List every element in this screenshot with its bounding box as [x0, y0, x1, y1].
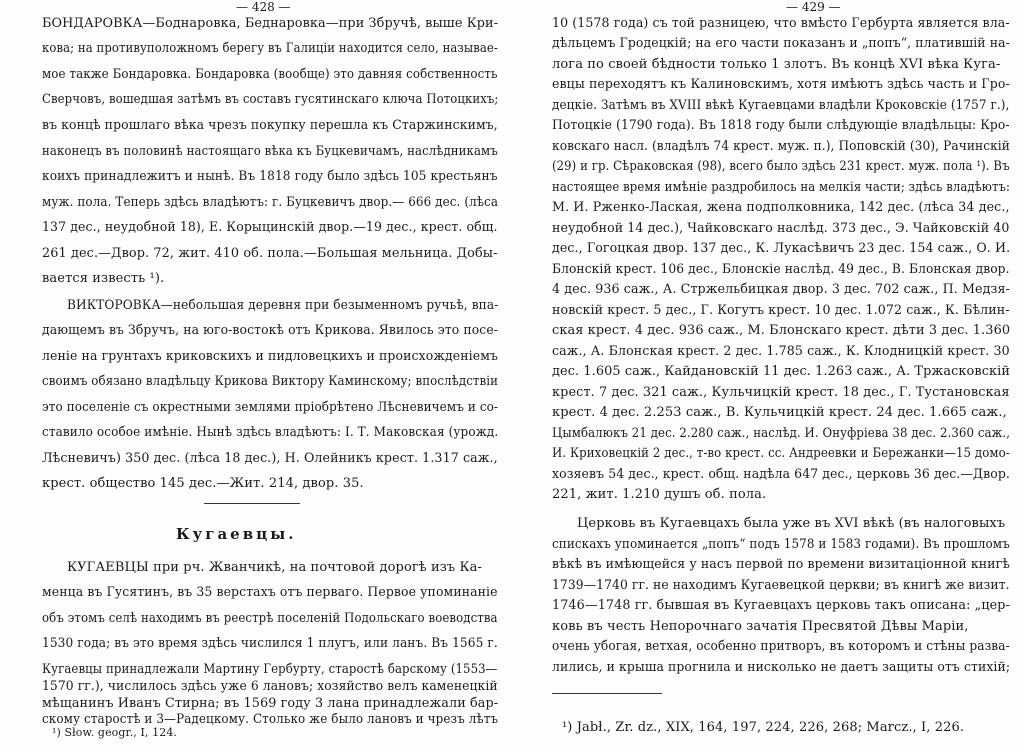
text-line: 221, жит. 1.210 душъ об. пола.: [552, 487, 767, 502]
text-line: очень убогая, ветхая, особенно притворъ, въ которомъ и стѣны развa-: [552, 639, 1010, 654]
text-line: неудобной 14 дес.), Чайковскаго наслѣд. 373 дес., Э. Чайковскій 40: [552, 221, 1010, 236]
text-line: крест. 7 дес. 321 саж., Кульчицкій крест. 18 дес., Г. Тустановская: [552, 385, 1010, 400]
text-line: Сверчовъ, вошедшая затѣмъ въ составъ гусятинскаго ключа Потоцкихъ;: [42, 92, 499, 107]
text-line: ская крест. 4 дес. 936 саж., М. Блонскаго крест. дѣти 3 дес. 1.360: [552, 323, 1011, 338]
text-line: ковь въ честь Непорочнаго зачатія Пресвятой Дѣвы Маріи,: [552, 619, 969, 634]
footnote: ¹) Jabł., Zr. dz., XIX, 164, 197, 224, 226, 268; Marcz., I, 226.: [562, 720, 965, 735]
text-line: БОНДАРОВКА—Боднаровка, Беднаровка—при Збручѣ, выше Кри-: [42, 16, 499, 31]
right-page: [512, 0, 1024, 751]
text-line: спискахъ упоминается „попъ“ подъ 1578 и 1583 годами). Въ прошломъ: [552, 537, 1010, 552]
text-line: 4 дес. 936 саж., А. Стржельбицкая двор. 3 дес. 702 саж., П. Медзя-: [552, 282, 1010, 297]
text-line: Кугаевцы принадлежали Мартину Гербурту, старостѣ барскому (1553—: [42, 662, 498, 677]
text-line: 261 дес.—Двор. 72, жит. 410 об. пола.—Большая мельница. Добы-: [42, 246, 498, 261]
text-line: хозяевъ 54 дес., крест. общ. надѣла 647 дес., церковь 36 дес.—Двор.: [552, 467, 1010, 482]
section-divider: [204, 503, 300, 504]
text-line: въ концѣ прошлаго вѣка чрезъ покупку перешла къ Старжинскимъ,: [42, 118, 498, 133]
page-number: — 429 —: [786, 0, 841, 14]
text-line: настоящее время имѣніе раздробилось на мелкія части; здѣсь владѣютъ:: [552, 180, 1011, 195]
text-line: коихъ принадлежитъ и нынѣ. Въ 1818 году было здѣсь 105 крестьянъ: [42, 169, 498, 184]
text-line: своимъ обязано владѣльцу Крикова Виктору Каминскому; впослѣдствіи: [42, 374, 499, 389]
text-line: М. И. Рженко-Лаская, жена подполковника, 142 дес. (лѣса 34 дес.,: [552, 200, 1010, 215]
text-line: крест. 4 дес. 2.253 саж., В. Кульчицкій крест. 24 дес. 1.665 саж.,: [552, 405, 1007, 420]
text-line: вается известь ¹).: [42, 271, 165, 286]
text-line: (29) и гр. Сѣраковская (98), всего было здѣсь 231 крест. муж. пола ¹). Въ: [552, 159, 1010, 174]
text-line: вѣкѣ въ имѣющейся у насъ первой по времени визитаціонной книгѣ: [552, 557, 1010, 572]
text-line: дѣльцемъ Гродецкій; на его части показанъ и „попъ“, платившій на-: [552, 36, 1010, 51]
text-line: лились, и крыша прогнила и нисколько не даетъ защиты отъ стихій;: [552, 660, 1011, 675]
text-line: дес., Гогоцкая двор. 137 дес., К. Лукасѣвичъ 23 дес. 154 саж., О. И.: [552, 241, 1011, 256]
footnote: ¹) Słow. geogr., I, 124.: [52, 726, 178, 739]
text-line: 10 (1578 года) съ той разницею, что вмѣсто Гербурта является вла-: [552, 16, 1010, 31]
footnote-divider: [552, 693, 662, 694]
text-line: леніе на грунтахъ криковскихъ и пидловецкихъ и происхожденіемъ: [42, 349, 499, 364]
text-line: крест. общество 145 дес.—Жит. 214, двор. 35.: [42, 476, 364, 491]
text-line: скому старостѣ и 3—Радецкому. Столько же было лановъ и чрезъ лѣтъ: [42, 713, 499, 726]
text-line: новскій крест. 5 дес., Г. Когутъ крест. 10 дес. 1.072 саж., К. Бѣлин-: [552, 303, 1010, 318]
text-line: ВИКТОРОВКА—небольшая деревня при безыменномъ ручьѣ, впа-: [67, 298, 499, 313]
text-line: Потоцкіе (1790 года). Въ 1818 году были слѣдующіе владѣльцы: Кро-: [552, 118, 1010, 133]
text-line: Лѣсневичъ) 350 дес. (лѣса 18 дес.), Н. Олейникъ крест. 1.317 саж.,: [42, 451, 498, 466]
text-line: децкіе. Затѣмъ въ XVIII вѣкѣ Кугаевцами владѣли Кроковскіе (1757 г.),: [552, 98, 1010, 113]
text-line: Блонскій крест. 106 дес., Блонскіе наслѣд. 49 дес., В. Блонская двор.: [552, 262, 1010, 277]
text-line: евцы переходятъ къ Калиновскимъ, хотя имѣютъ здѣсь часть и Гро-: [552, 77, 1010, 92]
text-line: менца въ Гусятинъ, въ 35 верстахъ отъ перваго. Первое упоминаніе: [42, 585, 498, 600]
text-line: И. Криховецкій 2 дес., т-во крест. сс. Андреевки и Бережанки—15 домо-: [552, 446, 1010, 461]
text-line: 1530 года; въ это время здѣсь числился 1 плугъ, или ланъ. Въ 1565 г.: [42, 636, 498, 651]
section-title: Кугаевцы.: [176, 525, 297, 543]
page-number: — 428 —: [236, 0, 291, 14]
text-line: 1746—1748 гг. бывшая въ Кугаевцахъ церковь такъ описана: „цер-: [552, 598, 1010, 613]
text-line: дающемъ въ Збручъ, на юго-востокѣ отъ Крикова. Явилось это посе-: [42, 323, 499, 338]
text-line: 1739—1740 гг. не находимъ Кугаевецкой церкви; въ книгѣ же визит.: [552, 578, 1010, 593]
text-line: наконецъ въ половинѣ настоящаго вѣка къ Буцкевичамъ, наслѣдникамъ: [42, 144, 498, 159]
text-line: это поселеніе съ окрестными землями пріобрѣтено Лѣсневичемъ и со-: [42, 400, 499, 415]
text-line: муж. пола. Теперь здѣсь владѣютъ: г. Буцкевичъ двор.— 666 дес. (лѣса: [42, 195, 499, 210]
text-line: КУГАЕВЦЫ при рч. Жванчикѣ, на почтовой дорогѣ изъ Ка-: [67, 560, 483, 575]
text-line: Цымбалюкъ 21 дес. 2.280 саж., наслѣд. И. Онуфріева 38 дес. 2.360 саж.,: [552, 426, 1011, 441]
text-line: ковскаго насл. (владѣлъ 74 крест. муж. п.), Поповскій (30), Рачинскій: [552, 139, 1010, 154]
text-line: лога по своей бѣдности только 1 злотъ. Въ концѣ XVI вѣка Куга-: [552, 57, 1001, 72]
text-line: мое также Бондаровка. Бондаровка (вообще) это давняя собственность: [42, 67, 498, 82]
text-line: объ этомъ селѣ находимъ въ реестрѣ поселеній Подольскаго воеводства: [42, 611, 498, 626]
text-line: Церковь въ Кугаевцахъ была уже въ XVI вѣкѣ (въ налоговыхъ: [577, 516, 1006, 531]
text-line: мѣщанинъ Иванъ Стирна; въ 1569 году 3 лана принадлежали бар-: [42, 696, 499, 711]
text-line: ставило особое имѣніе. Нынѣ здѣсь владѣютъ: І. Т. Маковская (урожд.: [42, 425, 499, 440]
text-line: 1570 гг.), числилось здѣсь уже 6 лановъ; хозяйство велъ каменецкій: [42, 679, 498, 694]
text-line: дес. 1.605 саж., Кайдановскій 11 дес. 1.263 саж., А. Тржасковскій: [552, 364, 1011, 379]
text-line: 137 дес., неудобной 18), Е. Корыцинскій двор.—19 дес., крест. общ.: [42, 220, 498, 235]
text-line: кова; на противуположномъ берегу въ Галиціи находится село, называе-: [42, 41, 498, 56]
text-line: саж., А. Блонская крест. 2 дес. 1.785 саж., К. Клодницкій крест. 30: [552, 344, 1010, 359]
